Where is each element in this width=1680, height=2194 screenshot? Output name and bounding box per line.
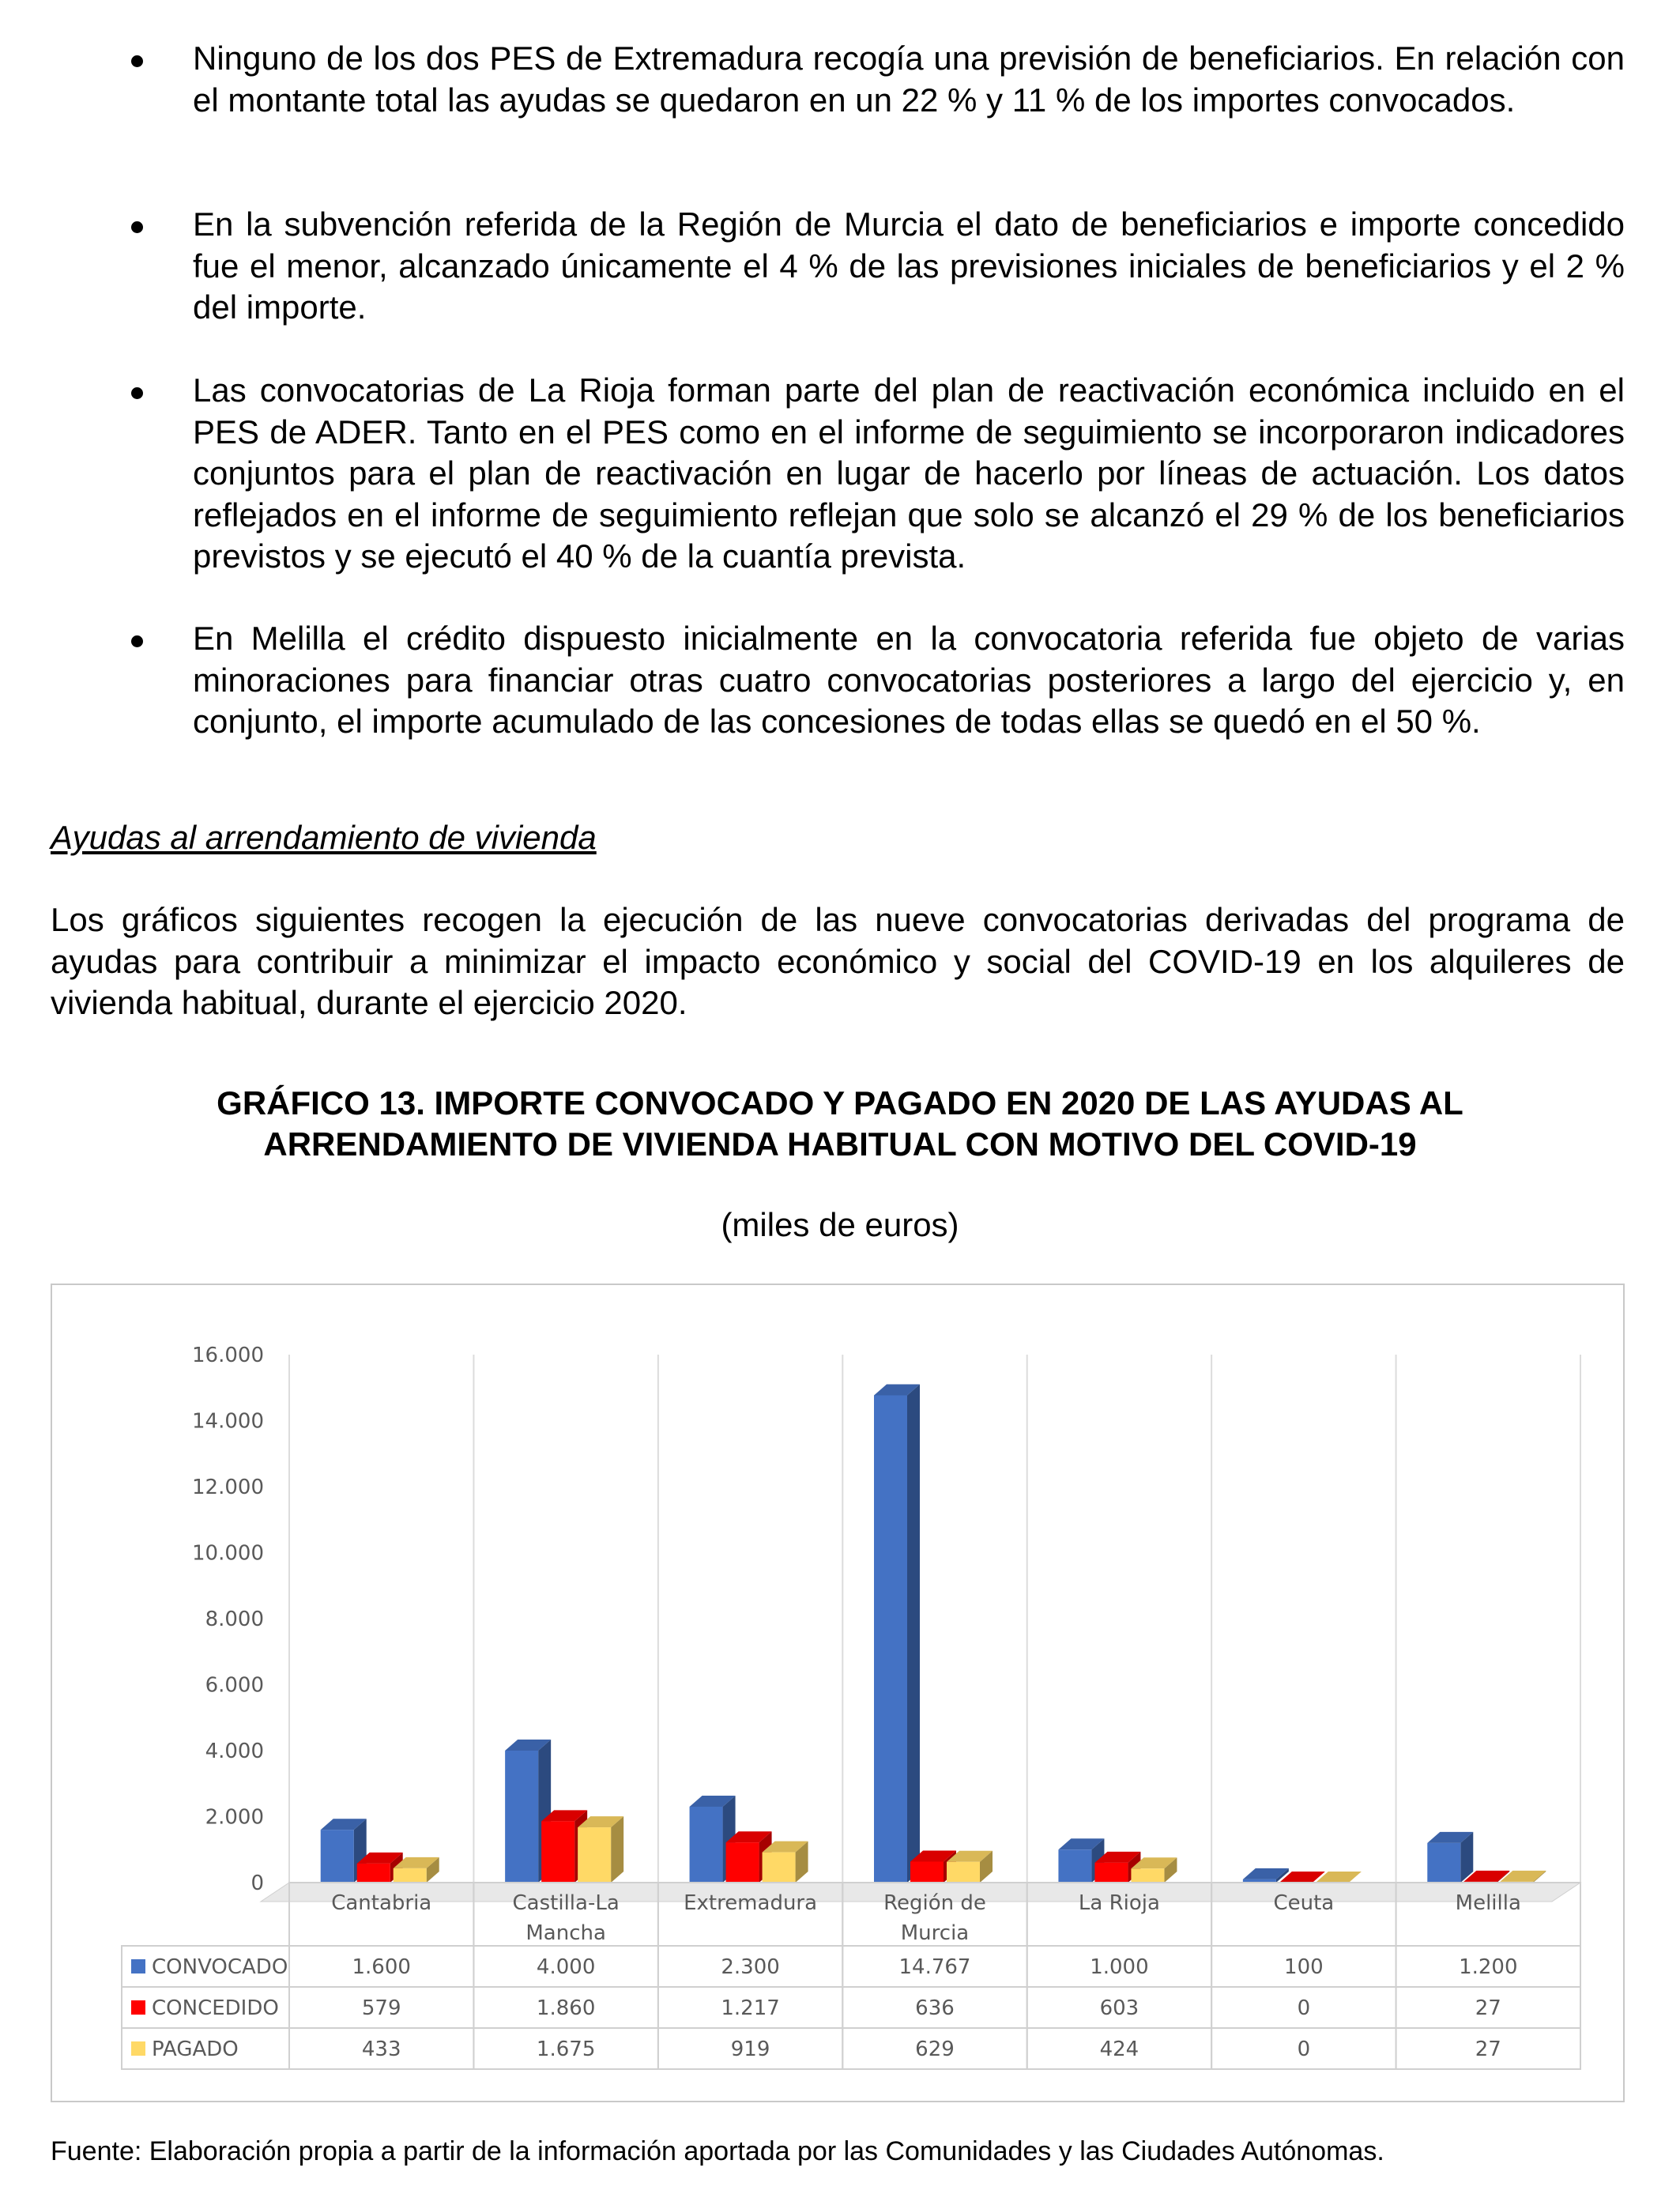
bullet-text: Ninguno de los dos PES de Extremadura recogía una previsión de beneficiarios. En relación con el montante total las ayudas se quedaron en un 22 % y 11 % de los importes convocados. [193, 40, 1625, 119]
category-label: Extremadura [684, 1891, 818, 1915]
data-label: 27 [1475, 1996, 1501, 2020]
data-label: 4.000 [536, 1955, 596, 1979]
data-label: 2.300 [721, 1955, 780, 1979]
source-note: Fuente: Elaboración propia a partir de la información aportada por las Comunidades y las Ciudades Autónomas. [51, 2136, 1384, 2166]
data-label: 424 [1099, 2038, 1139, 2061]
bar-top [1243, 1868, 1289, 1879]
section-subheading: Ayudas al arrendamiento de vivienda [51, 819, 597, 856]
bar-chart [52, 1285, 1623, 2101]
category-label: Región de [883, 1891, 986, 1915]
y-tick-label: 8.000 [205, 1608, 264, 1631]
bar-front [394, 1868, 427, 1883]
data-label: 919 [730, 2038, 770, 2061]
data-label: 27 [1475, 2038, 1501, 2061]
category-label: Mancha [525, 1921, 606, 1945]
data-label: 603 [1099, 1996, 1139, 2020]
category-label: Murcia [900, 1921, 970, 1945]
y-tick-label: 16.000 [192, 1344, 264, 1367]
bullet-dot [131, 387, 143, 399]
data-label: 629 [915, 2038, 955, 2061]
chart-units: (miles de euros) [721, 1206, 959, 1243]
data-label: 100 [1284, 1955, 1324, 1979]
legend-key [131, 1959, 145, 1973]
bar-front [690, 1807, 723, 1883]
bar-front [357, 1864, 390, 1883]
bar-front [726, 1842, 759, 1883]
data-label: 1.675 [536, 2038, 596, 2061]
bullet-text: Las convocatorias de La Rioja forman parte del plan de reactivación económica incluido en el PES de ADER. Tanto en el PES como en el informe de seguimiento se incorporaron indicadores conjuntos para el plan de reactivación en lugar de hacerlo por líneas de actuación. Los datos reflejados en el informe de seguimiento reflejan que solo se alcanzó el 29 % de los beneficiarios previstos y se ejecutó el 40 % de la cuantía prevista. [193, 371, 1625, 575]
intro-paragraph: Los gráficos siguientes recogen la ejecución de las nueve convocatorias derivadas del programa de ayudas para contribuir a minimizar el impacto económico y social del COVID-19 en los alquileres de vivienda habitual, durante el ejercicio 2020. [51, 901, 1625, 1021]
y-tick-label: 10.000 [192, 1541, 264, 1566]
data-label: 1.200 [1459, 1955, 1518, 1979]
bar-front [874, 1395, 907, 1883]
y-tick-label: 2.000 [205, 1805, 264, 1830]
chart-frame [51, 1284, 1625, 2102]
bar-front [321, 1830, 354, 1883]
data-label: 636 [915, 1996, 955, 2020]
bar-front [947, 1862, 980, 1883]
data-label: 0 [1297, 2038, 1311, 2061]
category-label: Castilla-La [512, 1891, 620, 1915]
bar-front [1131, 1868, 1164, 1883]
bullet-dot [131, 55, 143, 67]
bullet-text: En Melilla el crédito dispuesto inicialmente en la convocatoria referida fue objeto de varias minoraciones para financiar otras cuatro convocatorias posteriores a largo del ejercicio y, en conjunto, el importe acumulado de las concesiones de todas ellas se quedó en el 50 %. [193, 620, 1625, 740]
bar-front [910, 1861, 944, 1883]
chart-title [79, 1083, 1601, 1165]
bullet-dot [131, 221, 143, 233]
data-label: 0 [1297, 1996, 1311, 2020]
data-label: 1.000 [1090, 1955, 1149, 1979]
legend-key [131, 2041, 145, 2056]
data-label: 1.600 [352, 1955, 411, 1979]
data-label: 14.767 [898, 1955, 971, 1979]
bar-front [541, 1821, 574, 1883]
data-label: 433 [361, 2038, 401, 2061]
legend-label: PAGADO [152, 2038, 239, 2061]
chart-title-number: GRÁFICO 13 [217, 1084, 416, 1122]
category-label: La Rioja [1078, 1891, 1160, 1915]
bar-side [611, 1816, 623, 1883]
y-tick-label: 6.000 [205, 1673, 264, 1698]
y-tick-label: 0 [250, 1872, 264, 1895]
bar-front [1058, 1849, 1091, 1883]
legend-label: CONCEDIDO [152, 1996, 279, 2020]
bullet-text: En la subvención referida de la Región de Murcia el dato de beneficiarios e importe concedido fue el menor, alcanzado únicamente el 4 % de las previsiones iniciales de beneficiarios y el 2 % del importe. [193, 205, 1625, 326]
y-tick-label: 4.000 [205, 1740, 264, 1763]
chart-title-text: . IMPORTE CONVOCADO Y PAGADO EN 2020 DE LAS AYUDAS AL ARRENDAMIENTO DE VIVIENDA HABITUAL CON MOTIVO DEL COVID-19 [263, 1084, 1463, 1163]
data-label: 1.860 [536, 1996, 596, 2020]
category-label: Cantabria [331, 1891, 432, 1915]
legend-label: CONVOCADO [152, 1955, 288, 1979]
bar-side [907, 1384, 920, 1883]
bar-front [1094, 1863, 1128, 1883]
bar-front [1427, 1843, 1460, 1883]
category-label: Ceuta [1273, 1891, 1335, 1915]
y-tick-label: 14.000 [192, 1409, 264, 1434]
bullet-dot [131, 635, 143, 647]
y-tick-label: 12.000 [192, 1476, 264, 1499]
data-label: 1.217 [721, 1996, 780, 2020]
category-label: Melilla [1455, 1891, 1521, 1915]
data-label: 579 [361, 1996, 401, 2020]
bar-front [763, 1853, 796, 1883]
bar-front [578, 1827, 611, 1883]
bar-front [505, 1751, 538, 1883]
legend-key [131, 2000, 145, 2015]
